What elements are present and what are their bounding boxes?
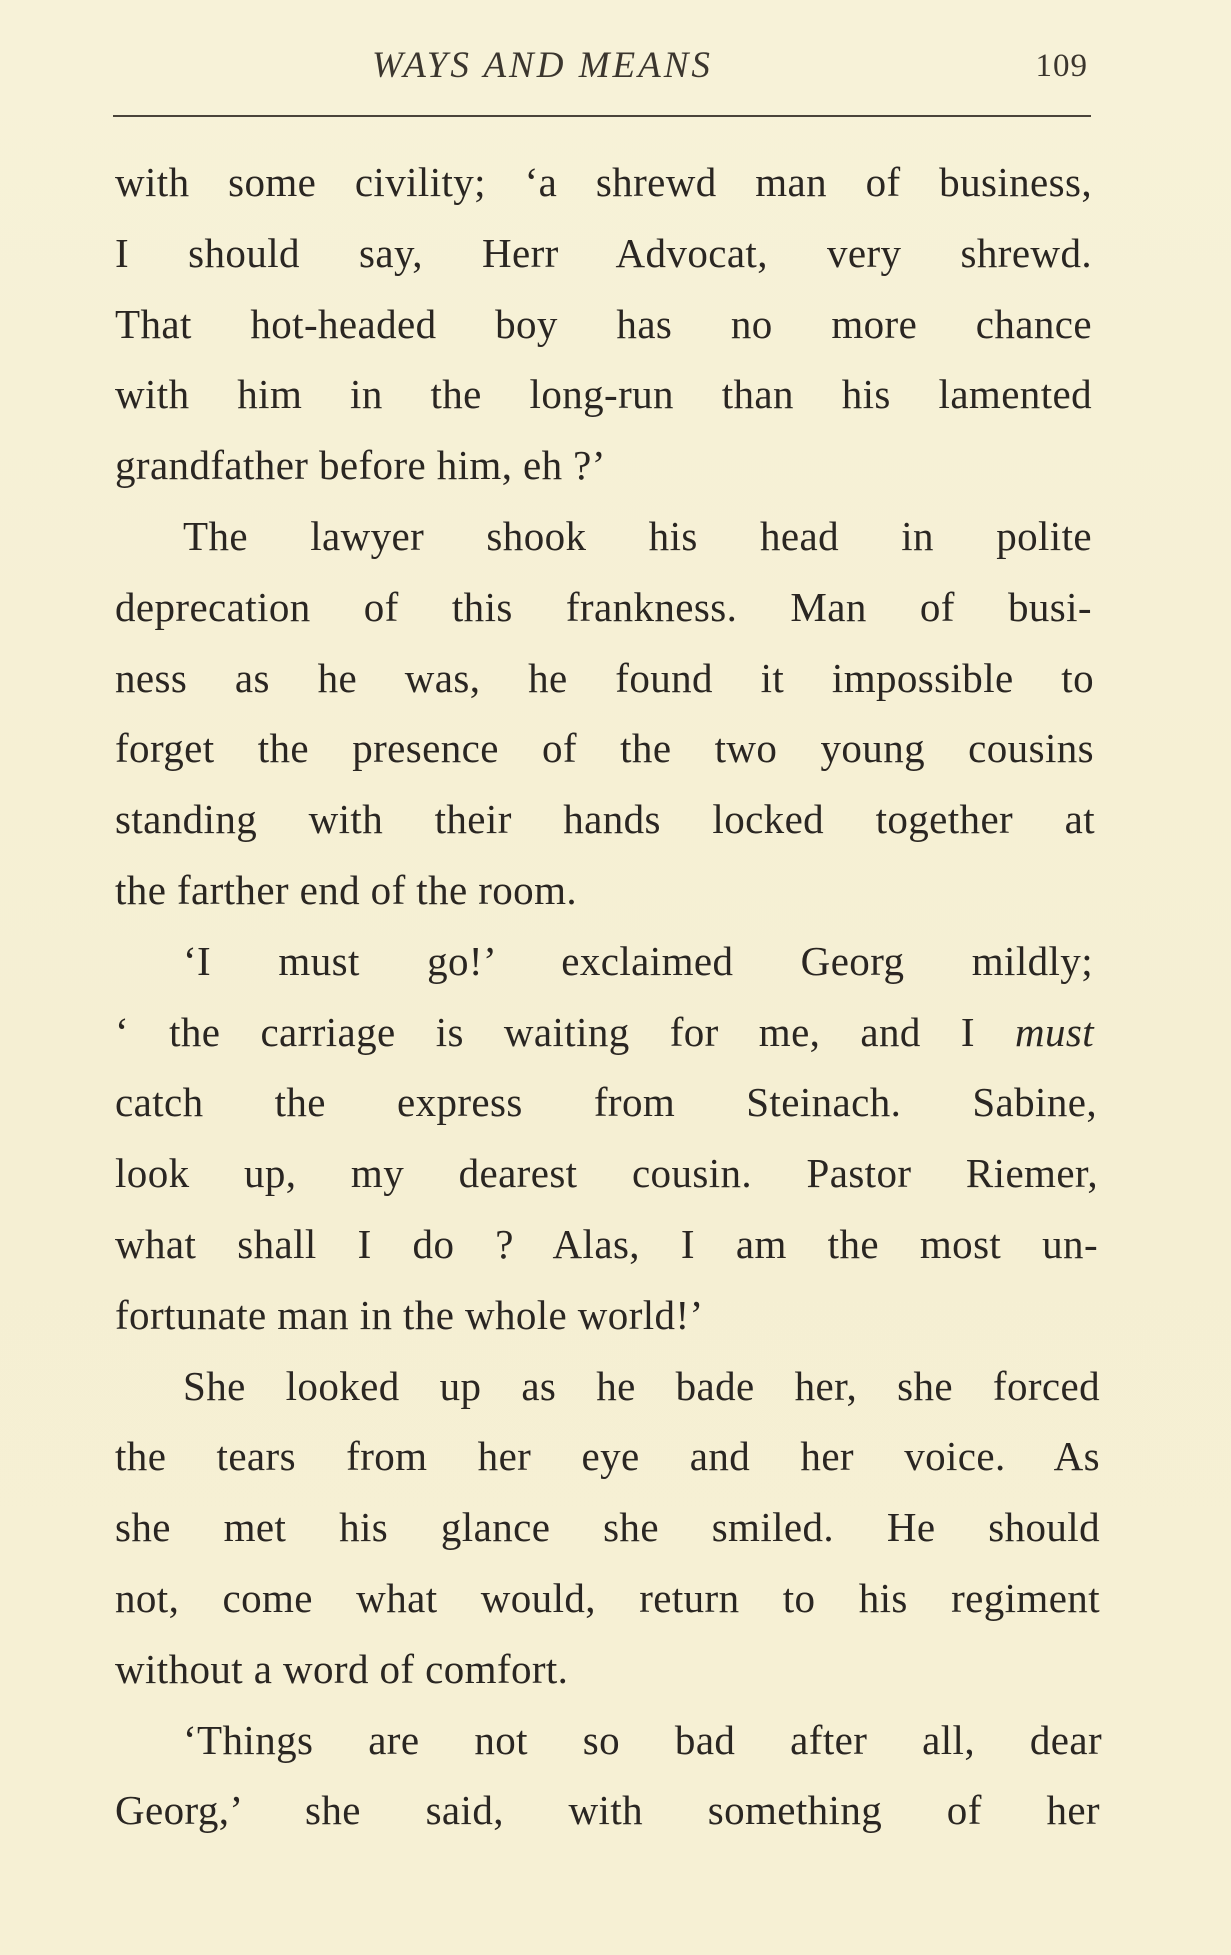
text-line: what shall I do ? Alas, I am the most un- [115, 1220, 1098, 1267]
text-line: That hot-headed boy has no more chance [115, 300, 1092, 347]
italic-word: must [1014, 1008, 1095, 1055]
body-text [115, 147, 1105, 1846]
text-line: without a word of comfort. [115, 1645, 569, 1692]
text-line: ‘Things are not so bad after all, dear [183, 1716, 1102, 1763]
header-rule [113, 115, 1091, 117]
text-line: standing with their hands locked together at [115, 796, 1095, 843]
text-line: she met his glance she smiled. He should [115, 1504, 1100, 1551]
text-line: ‘I must go!’ exclaimed Georg mildly; [183, 937, 1093, 984]
page-header [110, 38, 1088, 98]
text-line: The lawyer shook his head in polite [183, 512, 1092, 559]
text-line: Georg,’ she said, with something of her [115, 1787, 1100, 1834]
text-line: deprecation of this frankness. Man of busi- [115, 583, 1092, 630]
text-line: I should say, Herr Advocat, very shrewd. [115, 229, 1092, 276]
text-line: grandfather before him, eh ?’ [115, 442, 606, 489]
text-line: the tears from her eye and her voice. As [115, 1433, 1100, 1480]
text-line-start: ‘ the carriage is waiting for me, and I [115, 1008, 975, 1055]
text-line: look up, my dearest cousin. Pastor Riemer, [115, 1150, 1098, 1197]
text-line: forget the presence of the two young cousins [115, 725, 1094, 772]
page-number: 109 [1035, 48, 1088, 84]
text-line: She looked up as he bade her, she forced [183, 1362, 1100, 1409]
text-line: ness as he was, he found it impossible to [115, 654, 1094, 701]
text-line: fortunate man in the whole world!’ [115, 1291, 704, 1338]
text-line: the farther end of the room. [115, 866, 578, 913]
text-line: catch the express from Steinach. Sabine, [115, 1079, 1097, 1126]
text-line: not, come what would, return to his regiment [115, 1574, 1100, 1621]
text-line: with some civility; ‘a shrewd man of business, [115, 159, 1092, 205]
text-line: with him in the long-run than his lamented [115, 371, 1092, 418]
running-head: WAYS AND MEANS [372, 45, 713, 86]
text-line-with-italic [115, 997, 1094, 1068]
